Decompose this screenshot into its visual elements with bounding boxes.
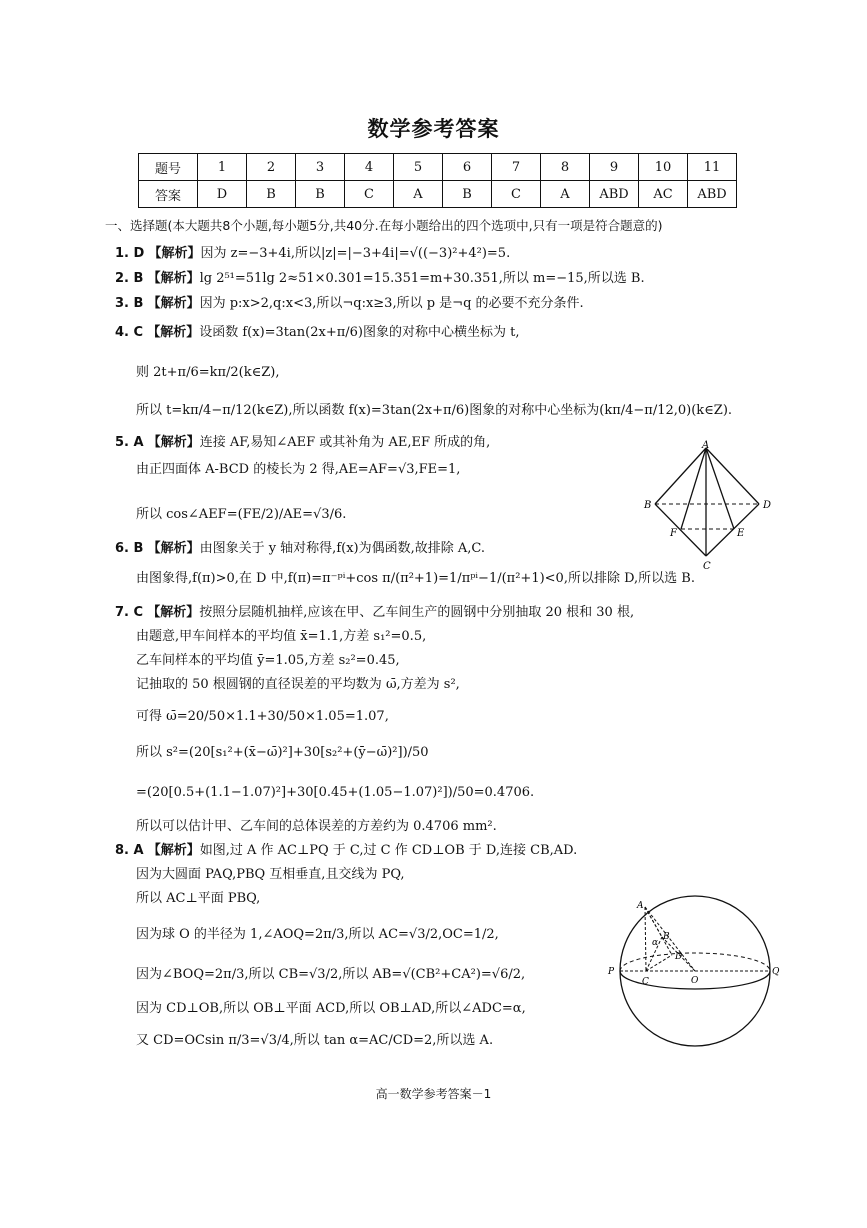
solution-3 — [115, 295, 584, 313]
solution-8-line-7: 又 CD=OCsin π/3=√3/4,所以 tan α=AC/CD=2,所以选 A. — [136, 1033, 494, 1048]
question-number: 6 — [443, 154, 492, 181]
question-number: 4 — [345, 154, 394, 181]
label-d: D — [763, 500, 772, 511]
answer-label: 答案 — [139, 181, 198, 208]
analysis-tag: 【解析】 — [147, 435, 200, 450]
solution-number: 4. C — [115, 325, 144, 340]
answer-cell: ABD — [590, 181, 639, 208]
question-number: 8 — [541, 154, 590, 181]
analysis-tag: 【解析】 — [147, 605, 200, 620]
question-number: 2 — [247, 154, 296, 181]
label-alpha: α — [652, 938, 659, 948]
analysis-tag: 【解析】 — [147, 325, 200, 340]
tetrahedron-figure — [642, 438, 774, 572]
solution-8 — [115, 842, 577, 860]
answer-cell: D — [198, 181, 247, 208]
analysis-tag: 【解析】 — [147, 271, 200, 286]
solution-number: 7. C — [115, 605, 144, 620]
question-number: 11 — [688, 154, 737, 181]
solution-number: 6. B — [115, 541, 144, 556]
section-heading: 一、选择题(本大题共8个小题,每小题5分,共40分.在每小题给出的四个选项中,只有一项是符合题意的) — [105, 218, 663, 233]
label-f: F — [670, 528, 677, 539]
label-e: E — [737, 528, 745, 539]
answer-table-answer-row — [139, 181, 737, 208]
solution-text: 按照分层随机抽样,应该在甲、乙车间生产的圆钢中分别抽取 20 根和 30 根, — [199, 605, 635, 620]
solution-text: 如图,过 A 作 AC⊥PQ 于 C,过 C 作 CD⊥OB 于 D,连接 CB,AD. — [199, 843, 578, 858]
solution-7-line-6: 所以 s²=(20[s₁²+(x̄−ω̄)²]+30[s₂²+(ȳ−ω̄)²])/50 — [136, 745, 429, 760]
solution-5 — [115, 434, 490, 452]
analysis-tag: 【解析】 — [148, 246, 201, 261]
answer-table — [138, 153, 737, 208]
answer-cell: C — [492, 181, 541, 208]
label-q: Q — [772, 967, 780, 977]
solution-number: 2. B — [115, 271, 144, 286]
question-number: 7 — [492, 154, 541, 181]
solution-6 — [115, 540, 485, 558]
solution-1 — [115, 245, 510, 263]
label-b: B — [644, 500, 652, 511]
header-label: 题号 — [139, 154, 198, 181]
solution-8-line-5: 因为∠BOQ=2π/3,所以 CB=√3/2,所以 AB=√(CB²+CA²)=√6/2, — [136, 967, 526, 982]
label-p: P — [608, 967, 615, 977]
analysis-tag: 【解析】 — [147, 296, 200, 311]
answer-cell: B — [247, 181, 296, 208]
solution-text: 因为 z=−3+4i,所以|z|=|−3+4i|=√((−3)²+4²)=5. — [200, 246, 511, 261]
solution-number: 5. A — [115, 435, 144, 450]
solution-7-line-8: 所以可以估计甲、乙车间的总体误差的方差约为 0.4706 mm². — [136, 819, 497, 834]
solution-text: 因为 p:x>2,q:x<3,所以¬q:x≥3,所以 p 是¬q 的必要不充分条件. — [199, 296, 584, 311]
question-number: 10 — [639, 154, 688, 181]
solution-8-line-2: 因为大圆面 PAQ,PBQ 互相垂直,且交线为 PQ, — [136, 867, 405, 882]
solution-4-line-3: 所以 t=kπ/4−π/12(k∈Z),所以函数 f(x)=3tan(2x+π/6)图象的对称中心坐标为(kπ/4−π/12,0)(k∈Z). — [136, 403, 733, 418]
solution-8-line-3: 所以 AC⊥平面 PBQ, — [136, 891, 261, 906]
label-o: O — [691, 976, 699, 986]
label-a: A — [702, 440, 710, 451]
solution-7-line-2: 由题意,甲车间样本的平均值 x̄=1.1,方差 s₁²=0.5, — [136, 629, 427, 644]
solution-text: lg 2⁵¹=51lg 2≈51×0.301=15.351=m+30.351,所以 m=−15,所以选 B. — [199, 271, 645, 286]
solution-2 — [115, 270, 645, 288]
question-number: 9 — [590, 154, 639, 181]
question-number: 3 — [296, 154, 345, 181]
question-number: 5 — [394, 154, 443, 181]
label-a: A — [637, 901, 644, 911]
answer-table-header-row — [139, 154, 737, 181]
solution-5-line-2: 由正四面体 A-BCD 的棱长为 2 得,AE=AF=√3,FE=1, — [136, 462, 461, 477]
solution-number: 8. A — [115, 843, 144, 858]
answer-cell: A — [541, 181, 590, 208]
analysis-tag: 【解析】 — [147, 843, 200, 858]
sphere-figure — [600, 895, 780, 1047]
solution-number: 1. D — [115, 246, 145, 261]
solution-text: 设函数 f(x)=3tan(2x+π/6)图象的对称中心横坐标为 t, — [199, 325, 520, 340]
answer-cell: B — [296, 181, 345, 208]
solution-7-line-5: 可得 ω̄=20/50×1.1+30/50×1.05=1.07, — [136, 709, 389, 724]
answer-cell: B — [443, 181, 492, 208]
solution-text: 由图象关于 y 轴对称得,f(x)为偶函数,故排除 A,C. — [199, 541, 486, 556]
solution-7-line-7: =(20[0.5+(1.1−1.07)²]+30[0.45+(1.05−1.07)²])/50=0.4706. — [136, 785, 535, 800]
answer-cell: A — [394, 181, 443, 208]
solution-text: 连接 AF,易知∠AEF 或其补角为 AE,EF 所成的角, — [199, 435, 491, 450]
solution-4-line-2: 则 2t+π/6=kπ/2(k∈Z), — [136, 365, 280, 380]
label-c: C — [642, 977, 649, 987]
answer-cell: AC — [639, 181, 688, 208]
solution-6-line-2: 由图象得,f(π)>0,在 D 中,f(π)=π⁻ᵖⁱ+cos π/(π²+1)=1/πᵖⁱ−1/(π²+1)<0,所以排除 D,所以选 B. — [136, 571, 695, 586]
page-title: 数学参考答案 — [367, 117, 500, 141]
label-d: D — [675, 952, 683, 962]
label-c: C — [703, 561, 711, 572]
solution-4 — [115, 324, 519, 342]
solution-5-line-3: 所以 cos∠AEF=(FE/2)/AE=√3/6. — [136, 507, 347, 522]
solution-7-line-3: 乙车间样本的平均值 ȳ=1.05,方差 s₂²=0.45, — [136, 653, 400, 668]
answer-cell: ABD — [688, 181, 737, 208]
page-footer: 高一数学参考答案－1 — [375, 1087, 492, 1101]
solution-8-line-6: 因为 CD⊥OB,所以 OB⊥平面 ACD,所以 OB⊥AD,所以∠ADC=α, — [136, 1001, 526, 1016]
solution-8-line-4: 因为球 O 的半径为 1,∠AOQ=2π/3,所以 AC=√3/2,OC=1/2, — [136, 927, 499, 942]
solution-7-line-4: 记抽取的 50 根圆钢的直径误差的平均数为 ω̄,方差为 s², — [136, 677, 460, 692]
analysis-tag: 【解析】 — [147, 541, 200, 556]
solution-number: 3. B — [115, 296, 144, 311]
answer-cell: C — [345, 181, 394, 208]
solution-7 — [115, 604, 634, 622]
question-number: 1 — [198, 154, 247, 181]
label-b: B — [663, 932, 670, 942]
